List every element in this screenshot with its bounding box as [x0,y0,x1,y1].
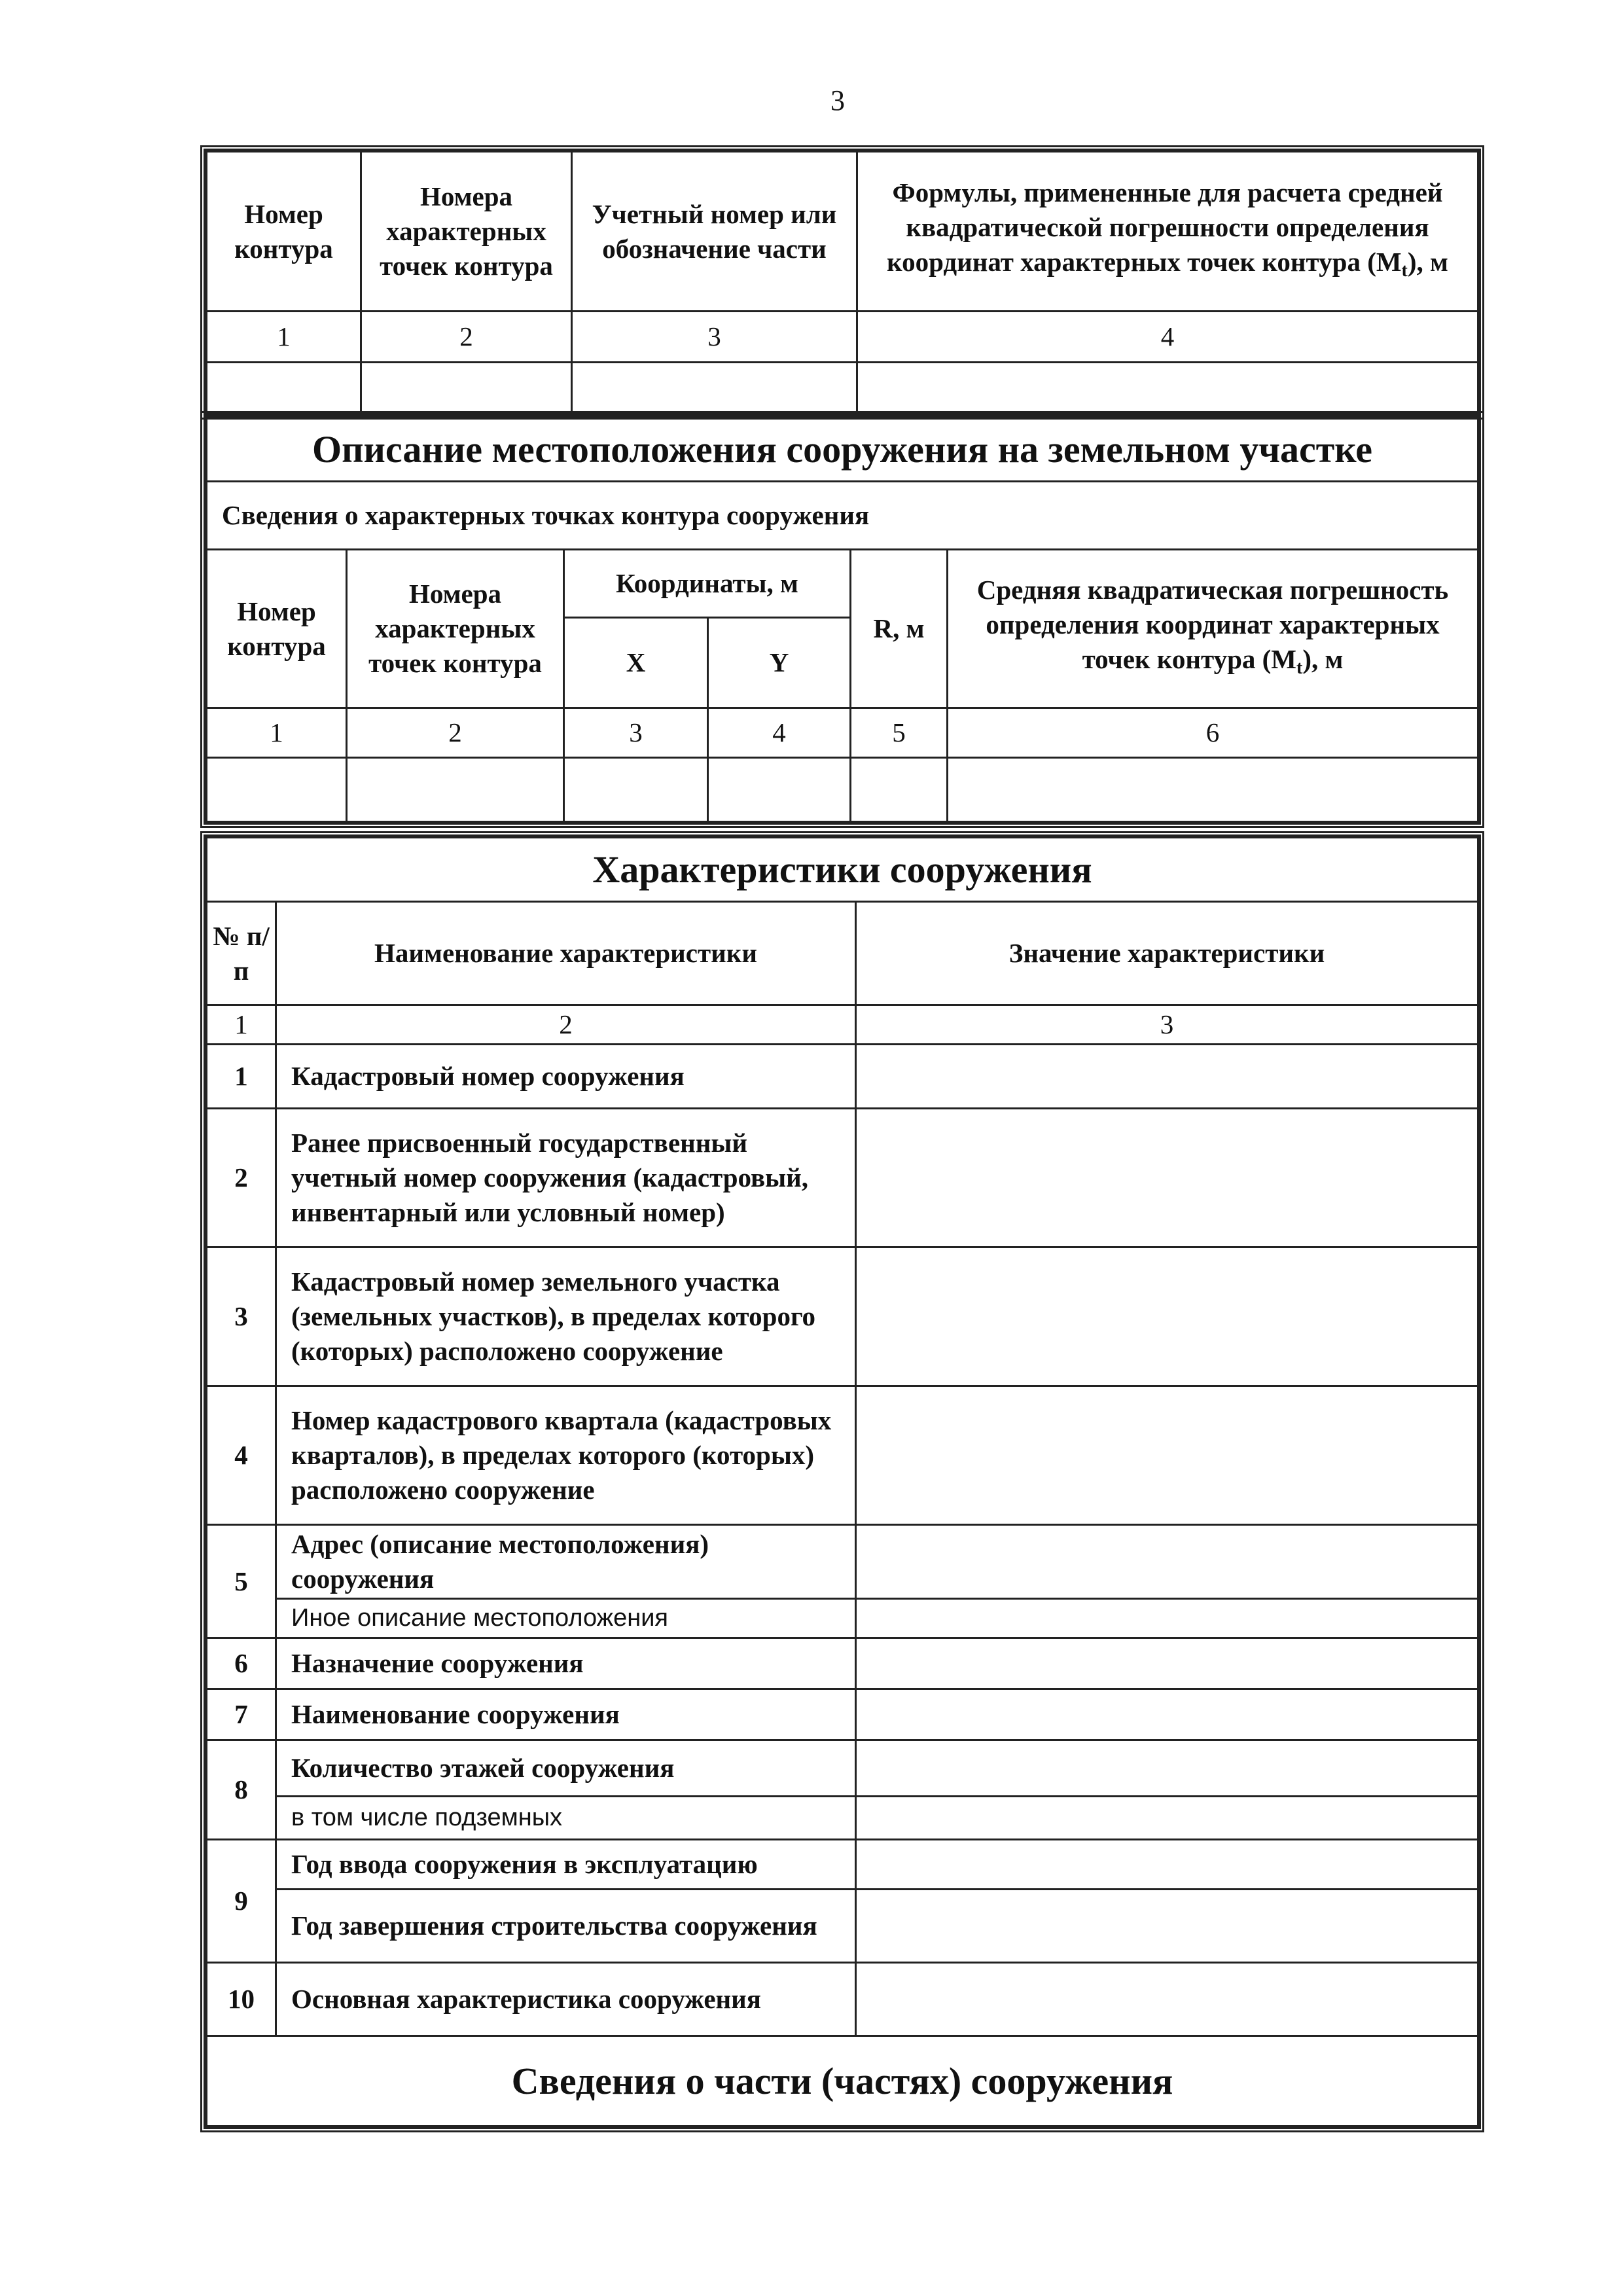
characteristic-subname: в том числе подземных [276,1797,856,1840]
characteristics-title: Характеристики сооружения [207,838,1478,902]
header-contour-number: Номер контура [207,550,347,708]
empty-cell [851,758,948,822]
empty-cell [361,363,572,414]
building-parts-title: Сведения о части (частях) сооружения [207,2036,1478,2126]
characteristic-value [856,1109,1478,1247]
characteristic-name: Назначение сооружения [276,1638,856,1689]
row-number: 3 [207,1247,276,1386]
column-number: 2 [361,312,572,363]
header-contour-number: Номер контура [207,152,361,312]
characteristic-name: Ранее присвоенный государственный учетный номер сооружения (кадастровый, инвентарный или условный номер) [276,1109,856,1247]
characteristic-value [856,1599,1478,1638]
empty-cell [207,363,361,414]
characteristic-value [856,1740,1478,1797]
characteristic-value [856,1963,1478,2036]
column-number: 2 [276,1005,856,1045]
empty-cell [708,758,851,822]
characteristic-name: Наименование сооружения [276,1689,856,1740]
column-number: 1 [207,1005,276,1045]
header-r: R, м [851,550,948,708]
column-number: 4 [857,312,1478,363]
characteristic-value [856,1797,1478,1840]
header-mean-square-error: Средняя квадратическая погрешность определения координат характерных точек контура $(M_t)$, м [948,550,1478,708]
column-number: 3 [564,708,708,758]
header-coordinates: Координаты, м [564,550,851,618]
location-table [205,416,1479,823]
column-number: 3 [572,312,857,363]
empty-cell [207,758,347,822]
row-number: 5 [207,1525,276,1638]
characteristic-value [856,1638,1478,1689]
header-y: Y [708,618,851,708]
empty-cell [857,363,1478,414]
location-section-title: Описание местоположения сооружения на земельном участке [207,418,1478,482]
column-number: 6 [948,708,1478,758]
row-number: 4 [207,1386,276,1525]
empty-cell [564,758,708,822]
column-number: 4 [708,708,851,758]
characteristic-value [856,1386,1478,1525]
column-number: 1 [207,312,361,363]
contour-points-subtitle: Сведения о характерных точках контура сооружения [207,482,1478,550]
characteristic-name: Количество этажей сооружения [276,1740,856,1797]
column-number: 2 [347,708,564,758]
location-section [200,411,1484,828]
column-number: 3 [856,1005,1478,1045]
characteristic-value [856,1689,1478,1740]
characteristic-name: Номер кадастрового квартала (кадастровых кварталов), в пределах которого (которых) расположено сооружение [276,1386,856,1525]
characteristic-name: Год ввода сооружения в эксплуатацию [276,1840,856,1890]
characteristics-table [205,836,1479,2127]
characteristic-value [856,1840,1478,1890]
characteristic-name: Кадастровый номер земельного участка (земельных участков), в пределах которого (которых) расположено сооружение [276,1247,856,1386]
page-number: 3 [830,84,845,117]
row-number: 10 [207,1963,276,2036]
header-characteristic-value: Значение характеристики [856,902,1478,1005]
characteristic-value [856,1525,1478,1599]
header-point-numbers: Номера характерных точек контура [361,152,572,312]
characteristic-value [856,1890,1478,1963]
column-number: 5 [851,708,948,758]
characteristic-name: Адрес (описание местоположения) сооружения [276,1525,856,1599]
header-x: X [564,618,708,708]
row-number: 2 [207,1109,276,1247]
header-row-number: № п/п [207,902,276,1005]
characteristic-name: Кадастровый номер сооружения [276,1045,856,1109]
header-formulas: Формулы, примененные для расчета средней квадратической погрешности определения координат характерных точек контура $(M_t)$, м [857,152,1478,312]
empty-cell [347,758,564,822]
characteristic-name: Основная характеристика сооружения [276,1963,856,2036]
formulas-table-section [200,145,1484,420]
column-number: 1 [207,708,347,758]
header-point-numbers: Номера характерных точек контура [347,550,564,708]
characteristic-value [856,1247,1478,1386]
header-characteristic-name: Наименование характеристики [276,902,856,1005]
empty-cell [948,758,1478,822]
characteristic-value [856,1045,1478,1109]
characteristics-section [200,831,1484,2132]
row-number: 7 [207,1689,276,1740]
characteristic-subname: Иное описание местоположения [276,1599,856,1638]
row-number: 6 [207,1638,276,1689]
formulas-table [205,151,1479,414]
characteristic-name: Год завершения строительства сооружения [276,1890,856,1963]
row-number: 9 [207,1840,276,1963]
empty-cell [572,363,857,414]
header-part-number: Учетный номер или обозначение части [572,152,857,312]
row-number: 8 [207,1740,276,1840]
row-number: 1 [207,1045,276,1109]
